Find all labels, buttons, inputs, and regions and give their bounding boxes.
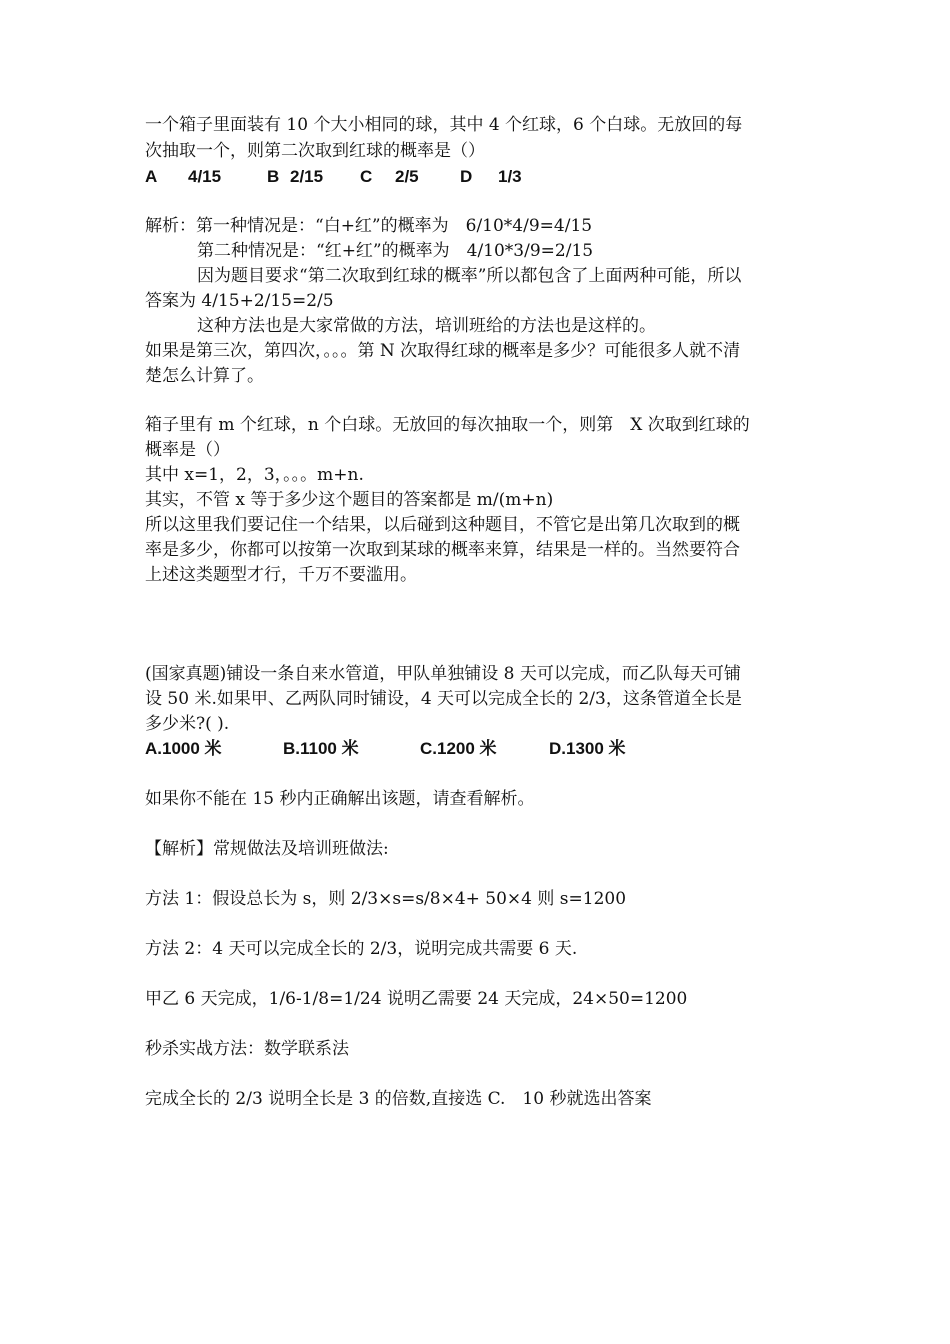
q2-method-1: 方法 1：假设总长为 s，则 2/3×s=s/8×4+ 50×4 则 s=1200 (145, 889, 627, 909)
q1-options (145, 165, 545, 189)
analysis1-line-4: 答案为 4/15+2/15=2/5 (145, 291, 334, 311)
q2-prompt: 如果你不能在 15 秒内正确解出该题，请查看解析。 (145, 789, 535, 809)
q1-option-a-value: 4/15 (188, 167, 222, 186)
q1-option-c-value: 2/5 (395, 167, 419, 186)
q2-method-2-cont: 甲乙 6 天完成，1/6-1/8=1/24 说明乙需要 24 天完成，24×50=1200 (145, 989, 688, 1009)
analysis1-line-3: 因为题目要求“第二次取到红球的概率”所以都包含了上面两种可能，所以 (197, 266, 742, 286)
q2-options (145, 737, 665, 761)
q2-quick-answer: 完成全长的 2/3 说明全长是 3 的倍数,直接选 C. 10 秒就选出答案 (145, 1089, 652, 1109)
q1-line-1: 一个箱子里面装有 10 个大小相同的球，其中 4 个红球，6 个白球。无放回的每 (145, 115, 743, 135)
analysis1-line-1: 解析：第一种情况是：“白+红”的概率为 6/10*4/9=4/15 (145, 216, 593, 236)
q1-line-2: 次抽取一个，则第二次取到红球的概率是（） (145, 141, 485, 161)
q2-method-2: 方法 2：4 天可以完成全长的 2/3，说明完成共需要 6 天. (145, 939, 578, 959)
q2-quick-heading: 秒杀实战方法：数学联系法 (145, 1039, 349, 1059)
q1-option-d-letter: D (460, 167, 473, 186)
analysis1-line-7: 楚怎么计算了。 (145, 366, 264, 386)
general-line-3: 其中 x=1，2，3，。。。m+n. (145, 465, 364, 485)
q2-analysis-heading: 【解析】常规做法及培训班做法: (145, 839, 389, 859)
q2-option-d: D.1300 米 (549, 739, 626, 758)
q1-option-b-value: 2/15 (290, 167, 324, 186)
general-line-1: 箱子里有 m 个红球，n 个白球。无放回的每次抽取一个，则第 X 次取到红球的 (145, 415, 750, 435)
q1-option-b-letter: B (267, 167, 280, 186)
q1-option-d-value: 1/3 (498, 167, 522, 186)
q2-line-2: 设 50 米.如果甲、乙两队同时铺设，4 天可以完成全长的 2/3，这条管道全长是 (145, 689, 742, 709)
q2-option-b: B.1100 米 (283, 739, 359, 758)
q2-line-1: (国家真题)铺设一条自来水管道，甲队单独铺设 8 天可以完成，而乙队每天可铺 (145, 664, 741, 684)
q1-option-a-letter: A (145, 167, 158, 186)
general-line-2: 概率是（） (145, 440, 230, 460)
q1-option-c-letter: C (360, 167, 373, 186)
general-line-4: 其实，不管 x 等于多少这个题目的答案都是 m/(m+n) (145, 490, 554, 510)
analysis1-line-2: 第二种情况是：“红+红”的概率为 4/10*3/9=2/15 (197, 241, 594, 261)
general-line-7: 上述这类题型才行，千万不要滥用。 (145, 565, 417, 585)
general-line-5: 所以这里我们要记住一个结果，以后碰到这种题目，不管它是出第几次取到的概 (145, 515, 740, 535)
general-line-6: 率是多少，你都可以按第一次取到某球的概率来算，结果是一样的。当然要符合 (145, 540, 740, 560)
analysis1-line-6: 如果是第三次，第四次，。。。第 N 次取得红球的概率是多少？可能很多人就不清 (145, 341, 741, 361)
q2-option-c: C.1200 米 (420, 739, 497, 758)
q2-line-3: 多少米?( ). (145, 714, 230, 734)
analysis1-line-5: 这种方法也是大家常做的方法，培训班给的方法也是这样的。 (197, 316, 656, 336)
q2-option-a: A.1000 米 (145, 739, 222, 758)
